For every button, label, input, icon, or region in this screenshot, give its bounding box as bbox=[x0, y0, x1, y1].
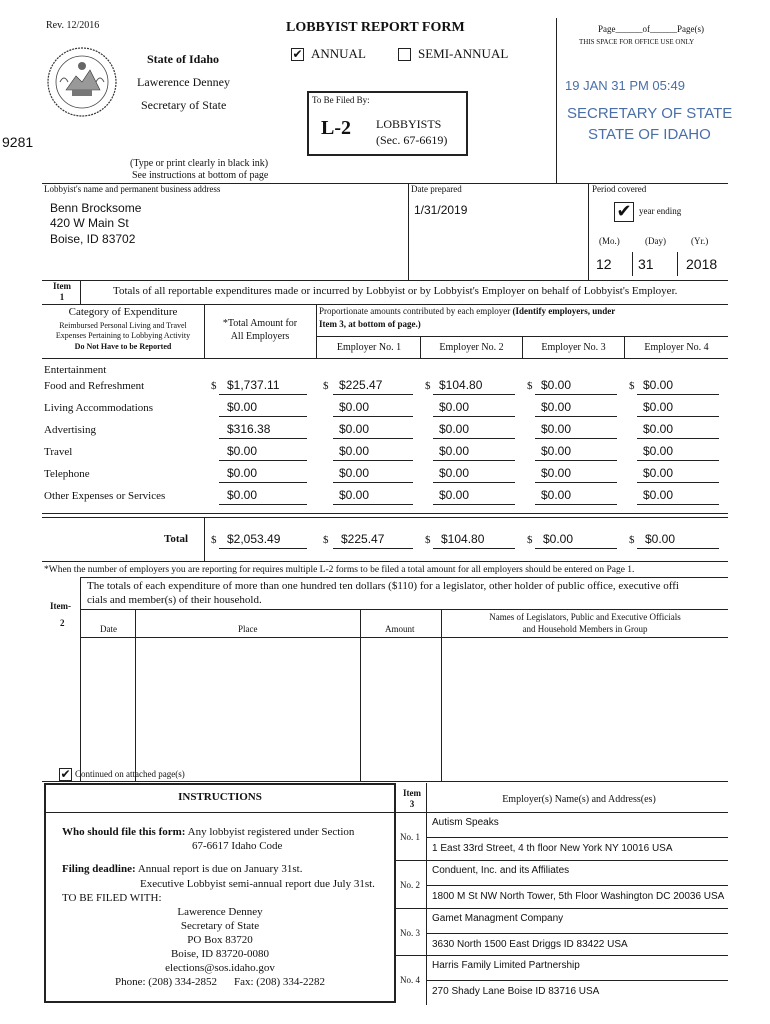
proportionate-bold: (Identify employers, under bbox=[512, 306, 616, 316]
amount-underline bbox=[535, 482, 617, 483]
employer-number: No. 1 bbox=[400, 832, 420, 842]
side-number: 9281 bbox=[2, 134, 34, 150]
expense-amount-e3[interactable]: $0.00 bbox=[541, 444, 572, 458]
item1-number: 1 bbox=[59, 292, 65, 302]
amount-underline bbox=[433, 416, 515, 417]
semiannual-label: SEMI-ANNUAL bbox=[418, 46, 509, 61]
state-name: State of Idaho bbox=[147, 52, 220, 66]
dollar-sign: $ bbox=[629, 380, 635, 392]
instructions-title: INSTRUCTIONS bbox=[178, 791, 262, 803]
address-line-3: PO Box 83720 bbox=[187, 934, 253, 946]
employer-divider bbox=[426, 980, 728, 981]
amount-underline bbox=[219, 460, 307, 461]
amount-underline bbox=[637, 394, 719, 395]
period-covered-label: Period covered bbox=[592, 184, 647, 194]
amount-underline bbox=[637, 438, 719, 439]
employer-name[interactable]: Autism Speaks bbox=[432, 817, 499, 828]
who-should-file bbox=[62, 826, 354, 838]
expense-amount-e3[interactable]: $0.00 bbox=[541, 400, 572, 414]
stamp-date: 19 JAN 31 PM 05:49 bbox=[565, 78, 685, 93]
proportionate-note-2: Item 3, at bottom of page.) bbox=[319, 319, 421, 329]
type-note-1: (Type or print clearly in black ink) bbox=[130, 158, 269, 169]
amount-underline bbox=[219, 394, 307, 395]
amount-underline bbox=[535, 460, 617, 461]
employer-number: No. 2 bbox=[400, 880, 420, 890]
amount-underline bbox=[433, 394, 515, 395]
total-label: Total bbox=[164, 533, 189, 545]
date-prepared-value[interactable]: 1/31/2019 bbox=[414, 203, 468, 217]
dollar-sign: $ bbox=[211, 380, 217, 392]
total-amount-e1[interactable]: $225.47 bbox=[341, 532, 385, 546]
expense-amount-e4[interactable]: $0.00 bbox=[643, 488, 674, 502]
lobbyist-name[interactable]: Benn Brocksome bbox=[50, 201, 142, 215]
fax-number: Fax: (208) 334-2282 bbox=[234, 976, 326, 988]
email-address[interactable]: elections@sos.idaho.gov bbox=[165, 962, 275, 974]
item2-names-header-1: Names of Legislators, Public and Executive Officials bbox=[489, 612, 681, 622]
employer-divider bbox=[426, 837, 728, 838]
expense-category-label: Travel bbox=[44, 446, 73, 458]
expense-amount-e1[interactable]: $0.00 bbox=[339, 422, 370, 436]
expense-category-label: Telephone bbox=[44, 468, 90, 480]
state-seal-image bbox=[46, 46, 118, 118]
expense-amount-e1[interactable]: $0.00 bbox=[339, 400, 370, 414]
dollar-sign: $ bbox=[425, 380, 431, 392]
amount-underline bbox=[433, 460, 515, 461]
year-ending-checkbox[interactable]: ✔ bbox=[614, 202, 634, 222]
who-text-2: 67-6617 Idaho Code bbox=[192, 840, 283, 852]
entertainment-label: Entertainment bbox=[44, 364, 107, 376]
item2-number: 2 bbox=[60, 618, 65, 628]
pages-word: Page(s) bbox=[677, 24, 704, 34]
employer-header-1: Employer No. 1 bbox=[336, 342, 402, 353]
day-label: (Day) bbox=[645, 236, 666, 246]
amount-underline bbox=[219, 504, 307, 505]
year-ending-label: year ending bbox=[639, 206, 682, 216]
month-label: (Mo.) bbox=[599, 236, 620, 246]
total-amount-header-2: All Employers bbox=[230, 331, 290, 342]
expense-amount-e1[interactable]: $0.00 bbox=[339, 488, 370, 502]
address-line-2: Secretary of State bbox=[180, 920, 260, 932]
expense-category-label: Other Expenses or Services bbox=[44, 490, 166, 502]
employer-name[interactable]: Harris Family Limited Partnership bbox=[432, 960, 580, 971]
amount-underline bbox=[637, 504, 719, 505]
office-use-label: THIS SPACE FOR OFFICE USE ONLY bbox=[579, 38, 695, 46]
expense-amount-e1[interactable]: $0.00 bbox=[339, 466, 370, 480]
address-line-1: Lawerence Denney bbox=[177, 906, 263, 918]
lobbyist-address-label: Lobbyist's name and permanent business address bbox=[44, 184, 221, 194]
employer-name[interactable]: Conduent, Inc. and its Affiliates bbox=[432, 865, 570, 876]
employer-address[interactable]: 1 East 33rd Street, 4 th floor New York NY 10016 USA bbox=[432, 843, 673, 854]
amount-underline bbox=[219, 416, 307, 417]
employer-header-3: Employer No. 3 bbox=[541, 342, 606, 353]
expense-amount-e2[interactable]: $0.00 bbox=[439, 444, 470, 458]
total-underline bbox=[219, 548, 307, 549]
amount-underline bbox=[333, 416, 413, 417]
period-day[interactable]: 31 bbox=[638, 256, 654, 272]
employer-name[interactable]: Gamet Managment Company bbox=[432, 913, 564, 924]
type-note-2: See instructions at bottom of page bbox=[132, 170, 269, 181]
item3-label: Item bbox=[403, 788, 421, 798]
category-note-1: Reimbursed Personal Living and Travel bbox=[59, 321, 187, 330]
to-be-filed-by-label: To Be Filed By: bbox=[312, 95, 370, 105]
item1-footnote: *When the number of employers you are reporting for requires multiple L-2 forms to be filed a total amount for all employers should be entered on Page 1. bbox=[44, 565, 635, 575]
expense-amount-e2[interactable]: $0.00 bbox=[439, 400, 470, 414]
expense-amount-e1[interactable]: $225.47 bbox=[339, 378, 383, 392]
total-dollar-sign: $ bbox=[629, 534, 635, 546]
item3-header: Employer(s) Name(s) and Address(es) bbox=[502, 794, 656, 805]
amount-underline bbox=[433, 438, 515, 439]
filing-deadline bbox=[62, 863, 302, 875]
amount-underline bbox=[219, 438, 307, 439]
category-note-3: Do Not Have to be Reported bbox=[74, 342, 172, 351]
item2-description-1: The totals of each expenditure of more than one hundred ten dollars ($110) for a legislator, other holder of public office, executive offi bbox=[87, 580, 679, 592]
stamp-office-1: SECRETARY OF STATE bbox=[567, 105, 733, 122]
category-note-2: Expenses Pertaining to Lobbying Activity bbox=[55, 331, 191, 340]
form-desc-lobbyists: LOBBYISTS bbox=[376, 117, 442, 131]
page-word: Page bbox=[598, 24, 616, 34]
expense-category-label: Food and Refreshment bbox=[44, 380, 145, 392]
expense-amount-e3[interactable]: $0.00 bbox=[541, 378, 572, 392]
total-dollar-sign: $ bbox=[527, 534, 533, 546]
of-word: of bbox=[642, 24, 650, 34]
amount-underline bbox=[637, 416, 719, 417]
continued-label: Continued on attached page(s) bbox=[75, 769, 185, 779]
form-title: LOBBYIST REPORT FORM bbox=[286, 20, 465, 35]
total-amount-total[interactable]: $2,053.49 bbox=[227, 532, 281, 546]
amount-underline bbox=[219, 482, 307, 483]
amount-underline bbox=[333, 460, 413, 461]
phone-number: Phone: (208) 334-2852 bbox=[115, 976, 218, 988]
amount-underline bbox=[535, 416, 617, 417]
category-header: Category of Expenditure bbox=[68, 306, 178, 318]
employer-divider bbox=[426, 885, 728, 886]
amount-underline bbox=[535, 394, 617, 395]
deadline-text-2: Executive Lobbyist semi-annual report due July 31st. bbox=[140, 878, 375, 890]
expense-amount-e1[interactable]: $0.00 bbox=[339, 444, 370, 458]
amount-underline bbox=[535, 504, 617, 505]
item1-label: Item bbox=[53, 281, 71, 291]
expense-amount-total[interactable]: $0.00 bbox=[227, 444, 258, 458]
expense-amount-e3[interactable]: $0.00 bbox=[541, 422, 572, 436]
item2-label: Item- bbox=[50, 601, 71, 611]
lobbyist-city[interactable]: Boise, ID 83702 bbox=[50, 232, 136, 246]
period-month[interactable]: 12 bbox=[596, 256, 612, 272]
item2-names-header-2: and Household Members in Group bbox=[522, 624, 648, 634]
form-desc-section: (Sec. 67-6619) bbox=[376, 133, 448, 147]
total-dollar-sign: $ bbox=[425, 534, 431, 546]
expense-amount-e4[interactable]: $0.00 bbox=[643, 444, 674, 458]
annual-checkbox[interactable]: ✔ bbox=[292, 47, 303, 61]
total-amount-e2[interactable]: $104.80 bbox=[441, 532, 485, 546]
secretary-title: Secretary of State bbox=[141, 98, 227, 112]
amount-underline bbox=[333, 504, 413, 505]
revision-label: Rev. 12/2016 bbox=[46, 20, 100, 31]
amount-underline bbox=[333, 482, 413, 483]
total-underline bbox=[637, 548, 719, 549]
employer-divider bbox=[426, 933, 728, 934]
employer-number: No. 3 bbox=[400, 928, 420, 938]
expense-amount-e4[interactable]: $0.00 bbox=[643, 378, 674, 392]
total-amount-e4[interactable]: $0.00 bbox=[645, 532, 676, 546]
total-amount-e3[interactable]: $0.00 bbox=[543, 532, 574, 546]
expense-amount-e2[interactable]: $0.00 bbox=[439, 422, 470, 436]
page-label: Page______of______Page(s) bbox=[598, 24, 704, 34]
employer-row-divider bbox=[396, 908, 728, 909]
deadline-label: Filing deadline: bbox=[62, 863, 136, 875]
employer-header-4: Employer No. 4 bbox=[644, 342, 709, 353]
expense-amount-e3[interactable]: $0.00 bbox=[541, 488, 572, 502]
amount-underline bbox=[637, 460, 719, 461]
expense-amount-e4[interactable]: $0.00 bbox=[643, 400, 674, 414]
secretary-name: Lawerence Denney bbox=[137, 75, 230, 89]
item2-description-2: cials and member(s) of their household. bbox=[87, 594, 262, 606]
form-code-box bbox=[307, 91, 468, 156]
expense-amount-e2[interactable]: $0.00 bbox=[439, 466, 470, 480]
item1-description: Totals of all reportable expenditures made or incurred by Lobbyist or by Lobbyist's Employer on behalf of Lobbyist's Employer. bbox=[113, 285, 678, 297]
lobbyist-street[interactable]: 420 W Main St bbox=[50, 216, 129, 230]
expense-amount-total[interactable]: $316.38 bbox=[227, 422, 271, 436]
semiannual-checkbox[interactable] bbox=[398, 48, 411, 61]
proportionate-text: Proportionate amounts contributed by each employer bbox=[319, 306, 511, 316]
total-underline bbox=[433, 548, 515, 549]
annual-label: ANNUAL bbox=[311, 46, 366, 61]
employer-row-divider bbox=[396, 860, 728, 861]
amount-underline bbox=[535, 438, 617, 439]
amount-underline bbox=[333, 438, 413, 439]
expense-amount-e3[interactable]: $0.00 bbox=[541, 466, 572, 480]
expense-category-label: Advertising bbox=[44, 424, 96, 436]
item2-date-header: Date bbox=[100, 624, 117, 634]
expense-amount-total[interactable]: $0.00 bbox=[227, 466, 258, 480]
address-line-4: Boise, ID 83720-0080 bbox=[170, 948, 270, 960]
item2-amount-header: Amount bbox=[385, 624, 415, 634]
employer-header-2: Employer No. 2 bbox=[439, 342, 504, 353]
expense-amount-total[interactable]: $0.00 bbox=[227, 400, 258, 414]
employer-address[interactable]: 270 Shady Lane Boise ID 83716 USA bbox=[432, 986, 600, 997]
expense-amount-e2[interactable]: $0.00 bbox=[439, 488, 470, 502]
employer-number: No. 4 bbox=[400, 975, 420, 985]
amount-underline bbox=[433, 482, 515, 483]
filed-with-label: TO BE FILED WITH: bbox=[62, 892, 162, 904]
total-underline bbox=[535, 548, 617, 549]
expense-category-label: Living Accommodations bbox=[44, 402, 154, 414]
total-dollar-sign: $ bbox=[211, 534, 217, 546]
form-code: L-2 bbox=[321, 117, 351, 139]
who-text-1: Any lobbyist registered under Section bbox=[187, 826, 355, 838]
amount-underline bbox=[637, 482, 719, 483]
expense-amount-e2[interactable]: $104.80 bbox=[439, 378, 483, 392]
total-amount-header-1: *Total Amount for bbox=[222, 318, 298, 329]
expense-amount-e4[interactable]: $0.00 bbox=[643, 422, 674, 436]
date-prepared-label: Date prepared bbox=[411, 184, 462, 194]
expense-amount-e4[interactable]: $0.00 bbox=[643, 466, 674, 480]
stamp-office-2: STATE OF IDAHO bbox=[588, 126, 711, 143]
deadline-text-1: Annual report is due on January 31st. bbox=[137, 863, 303, 875]
expense-amount-total[interactable]: $0.00 bbox=[227, 488, 258, 502]
proportionate-note bbox=[319, 306, 615, 316]
amount-underline bbox=[333, 394, 413, 395]
employer-address[interactable]: 3630 North 1500 East Driggs ID 83422 USA bbox=[432, 939, 628, 950]
continued-checkbox[interactable]: ✔ bbox=[60, 767, 71, 781]
period-year[interactable]: 2018 bbox=[686, 256, 718, 272]
item2-place-header: Place bbox=[238, 624, 258, 634]
amount-underline bbox=[433, 504, 515, 505]
item3-number: 3 bbox=[409, 799, 415, 809]
year-label: (Yr.) bbox=[691, 236, 709, 246]
dollar-sign: $ bbox=[323, 380, 329, 392]
employer-address[interactable]: 1800 M St NW North Tower, 5th Floor Washington DC 20036 USA bbox=[432, 891, 725, 902]
dollar-sign: $ bbox=[527, 380, 533, 392]
total-underline bbox=[333, 548, 413, 549]
employer-row-divider bbox=[396, 955, 728, 956]
who-label: Who should file this form: bbox=[62, 826, 186, 838]
expense-amount-total[interactable]: $1,737.11 bbox=[227, 378, 280, 392]
total-dollar-sign: $ bbox=[323, 534, 329, 546]
